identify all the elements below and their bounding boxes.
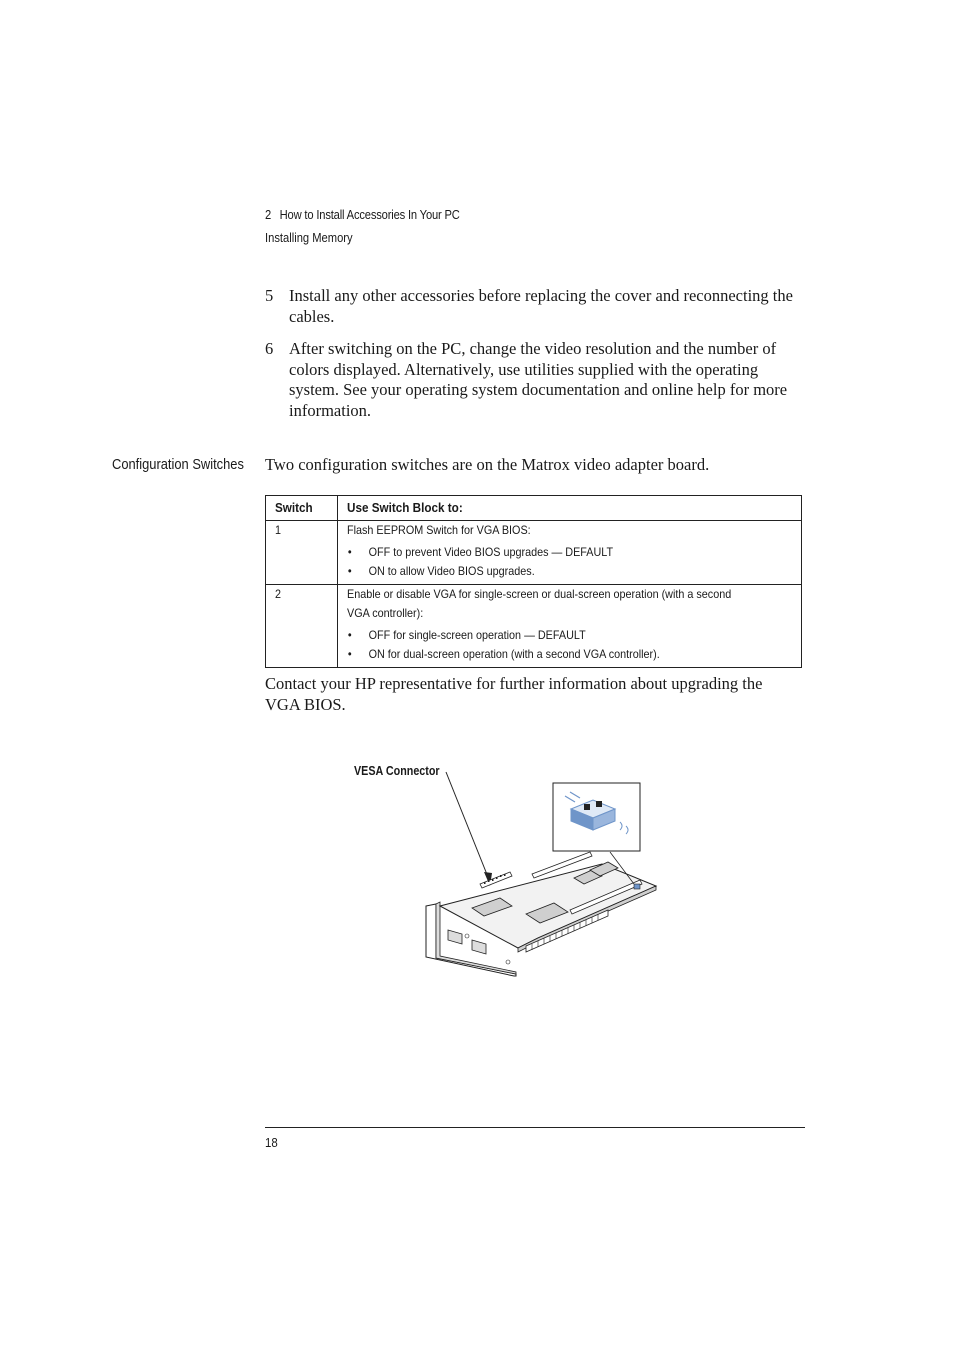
switch-number-cell: 2	[266, 585, 338, 668]
switch-2-toggle	[596, 801, 602, 807]
switch-options	[347, 543, 748, 581]
page-number: 18	[265, 1135, 278, 1150]
table-row	[266, 521, 802, 585]
running-header-chapter	[265, 207, 460, 222]
table-row	[266, 585, 802, 668]
table-header-row	[266, 496, 802, 521]
vesa-connector	[480, 872, 512, 888]
step-text: After switching on the PC, change the video resolution and the number of colors displayed. Alternatively, use utilities supplied with the operating system. See your operating system documentation and online help for more information.	[289, 339, 788, 421]
vesa-connector-label: VESA Connector	[354, 764, 440, 778]
step-6	[265, 339, 810, 422]
switch-table	[265, 495, 802, 668]
switch-description-cell	[338, 585, 802, 668]
vga-port	[472, 940, 486, 954]
step-number: 5	[265, 286, 274, 305]
switch-number-cell: 1	[266, 521, 338, 585]
table-header-switch: Switch	[266, 496, 338, 521]
list-item: • OFF for single-screen operation — DEFAULT	[347, 628, 586, 642]
side-heading: Configuration Switches	[112, 456, 244, 473]
switch-block-on-board	[634, 884, 640, 889]
step-5	[265, 286, 810, 327]
callout-leader-line	[446, 772, 490, 882]
switch-description: Flash EEPROM Switch for VGA BIOS:	[347, 523, 531, 537]
table-header-use: Use Switch Block to:	[338, 496, 802, 521]
step-number: 6	[265, 339, 274, 358]
footer-rule	[265, 1127, 805, 1128]
switch-description-cell	[338, 521, 802, 585]
list-item: • ON for dual-screen operation (with a second VGA controller).	[347, 647, 660, 661]
list-item: • ON to allow Video BIOS upgrades.	[347, 564, 535, 578]
matrox-board-illustration	[340, 760, 670, 985]
switch-description: Enable or disable VGA for single-screen or dual-screen operation (with a second VGA controller):	[347, 587, 732, 620]
running-header-section: Installing Memory	[265, 230, 353, 245]
contact-paragraph: Contact your HP representative for further information about upgrading the VGA BIOS.	[265, 674, 763, 714]
chapter-title: How to Install Accessories In Your PC	[279, 207, 460, 222]
step-text: Install any other accessories before replacing the cover and reconnecting the cables.	[289, 286, 793, 326]
switch-1-toggle	[584, 804, 590, 810]
chapter-number: 2	[265, 207, 272, 222]
switch-options	[347, 626, 748, 664]
vga-port	[448, 930, 462, 944]
list-item: • OFF to prevent Video BIOS upgrades — DEFAULT	[347, 545, 614, 559]
config-intro: Two configuration switches are on the Matrox video adapter board.	[265, 455, 710, 474]
